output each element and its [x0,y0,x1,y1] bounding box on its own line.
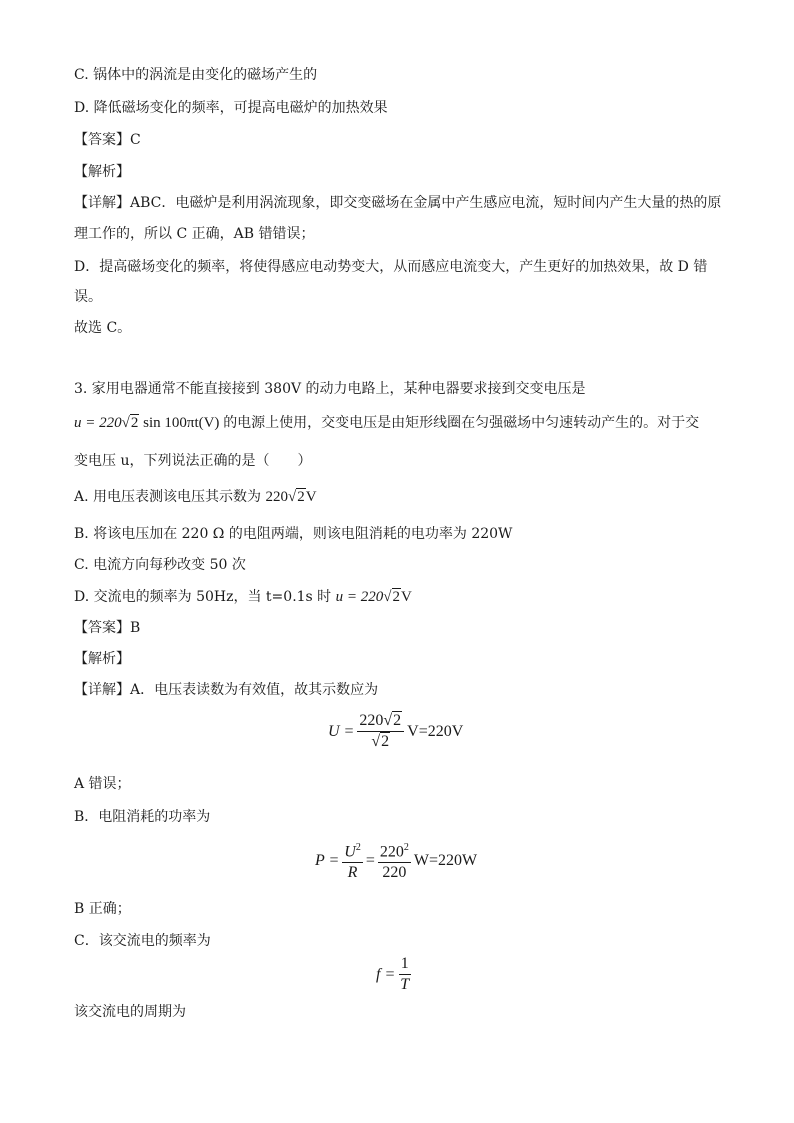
fraction-220sqrt2-over-sqrt2: $\frac{220√2}{√2}$ [357,712,404,751]
option-d: D. 降低磁场变化的频率，可提高电磁炉的加热效果 [74,100,388,116]
q3-stem-line-2-text: 的电源上使用，交变电压是由矩形线圈在匀强磁场中匀速转动产生的。对于交 [223,415,700,431]
q3-option-a: A. 用电压表测该电压其示数为 220√2V [74,489,317,505]
fraction-u2-over-r: $\frac{U^2}{R}$ [342,839,363,882]
b-right: B 正确； [74,901,131,917]
equation-power: P = $\frac{U^2}{R}$ = $\frac{220^2}{220}$ W=220W [315,839,477,882]
detail-line-1: 【详解】ABC．电磁炉是利用涡流现象，即交变磁场在金属中产生感应电流，短时间内产生大量的热的原 [74,195,722,211]
answer-label: 【答案】C [74,132,141,148]
q3-stem-line-1: 3. 家用电器通常不能直接接到 380V 的动力电路上，某种电器要求接到交变电压是 [74,381,586,397]
q3-option-c: C. 电流方向每秒改变 50 次 [74,557,246,573]
voltage-expression: u = 220√2 sin 100πt(V) [74,415,220,431]
detail-line-2: 理工作的，所以 C 正确，AB 错错误； [74,226,315,242]
q3-answer-label: 【答案】B [74,620,141,636]
equation-frequency: f = $\frac{1}{T}$ [376,955,410,993]
b-head: B．电阻消耗的功率为 [74,809,211,825]
equation-effective-voltage: U = $\frac{220√2}{√2}$ V=220V [328,712,464,750]
q3-stem-line-3: 变电压 u，下列说法正确的是（ ） [74,453,312,469]
detail-line-4: 误。 [74,289,102,305]
q3-analysis-label: 【解析】 [74,651,130,667]
c-head: C．该交流电的频率为 [74,933,211,949]
q3-detail-a: 【详解】A．电压表读数为有效值，故其示数应为 [74,682,379,698]
conclusion: 故选 C。 [74,320,132,336]
option-c: C. 锅体中的涡流是由变化的磁场产生的 [74,67,318,83]
q3-option-b: B. 将该电压加在 220 Ω 的电阻两端，则该电阻消耗的电功率为 220W [74,526,513,542]
period-line: 该交流电的周期为 [74,1004,186,1020]
option-d-value: u = 220√2V [335,589,412,605]
q3-stem-line-2 [74,414,699,432]
fraction-2202-over-220: $\frac{220^2}{220}$ [378,839,411,882]
fraction-1-over-t: $\frac{1}{T}$ [400,955,410,993]
q3-option-d: D. 交流电的频率为 50Hz，当 t=0.1s 时 u = 220√2V [74,589,412,605]
option-a-value: 220√2V [265,489,317,505]
analysis-label: 【解析】 [74,164,130,180]
detail-line-3: D．提高磁场变化的频率，将使得感应电动势变大，从而感应电流变大，产生更好的加热效果，故 D 错 [74,259,708,275]
a-wrong: A 错误； [74,776,131,792]
